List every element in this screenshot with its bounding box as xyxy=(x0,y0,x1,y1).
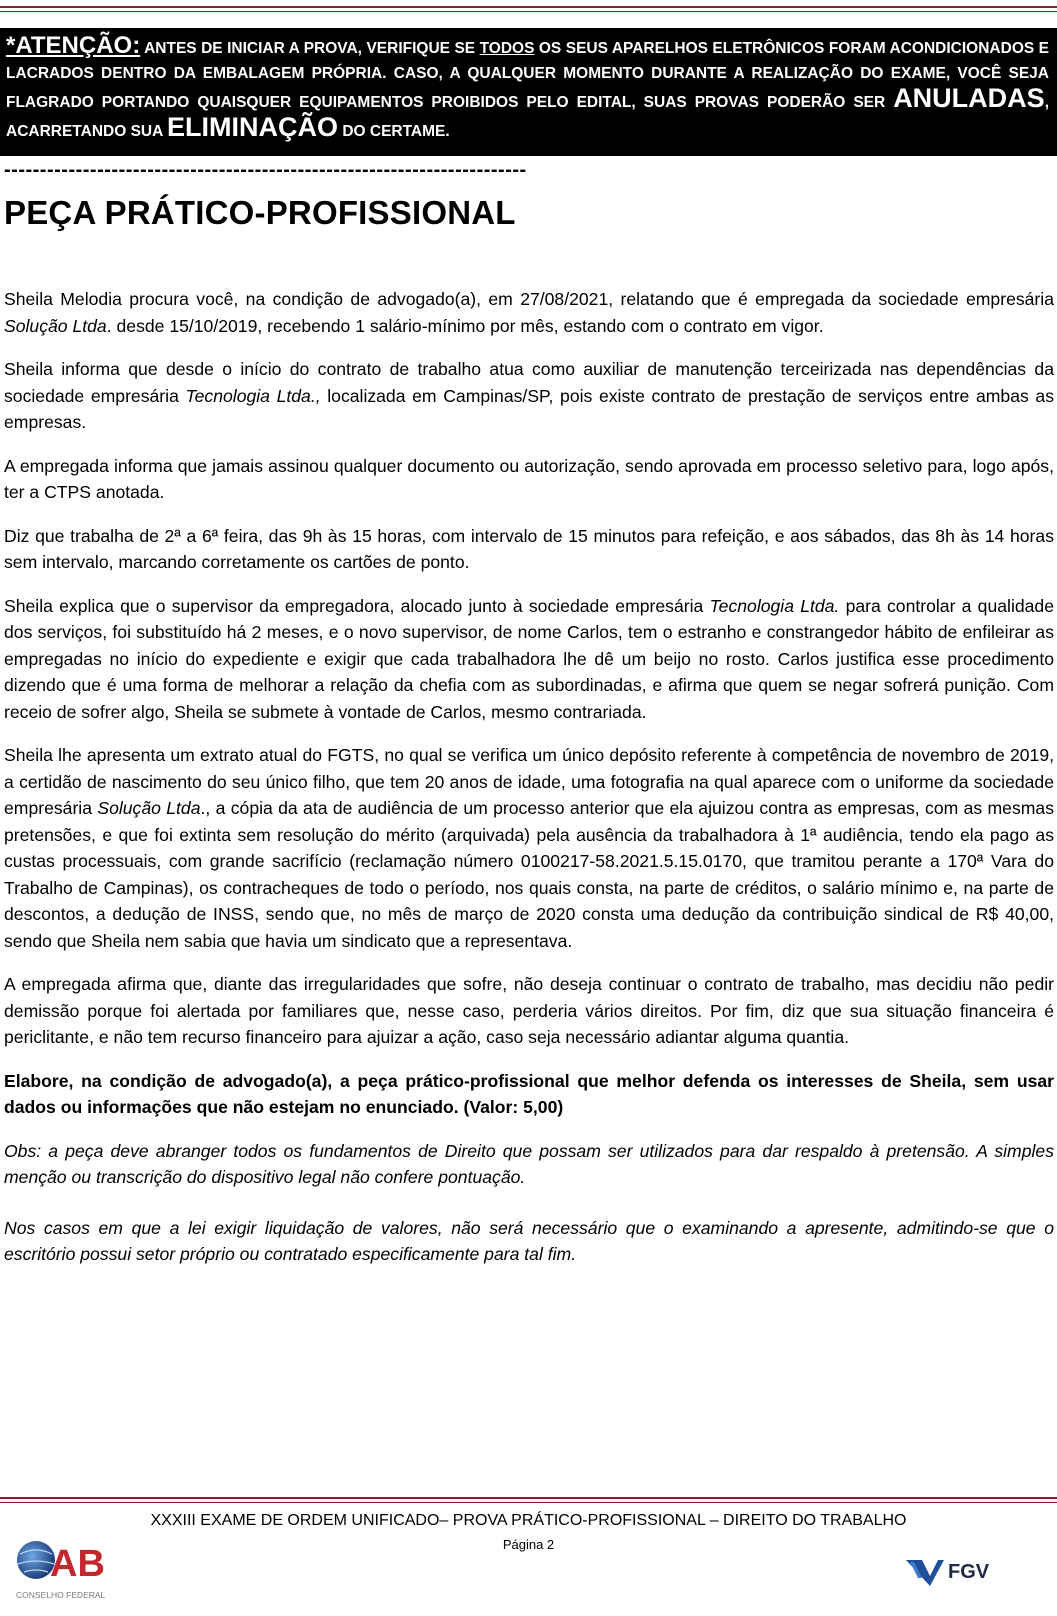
paragraph-7: A empregada afirma que, diante das irregularidades que sofre, não deseja continuar o contrato de trabalho, mas decidiu não pedir demissão porque foi alertada por familiares que, nesse caso, perderia vários direitos. Por fim, diz que sua situação financeira é periclitante, e não tem recurso financeiro para ajuizar a ação, caso seja necessário adiantar alguma quantia. xyxy=(4,974,1054,1047)
warning-box xyxy=(0,28,1057,156)
paragraph-4: Diz que trabalha de 2ª a 6ª feira, das 9h às 15 horas, com intervalo de 15 minutos para refeição, e aos sábados, das 8h às 14 horas sem intervalo, marcando corretamente os cartões de ponto. xyxy=(4,525,1054,572)
oab-logo-icon xyxy=(12,1518,132,1616)
warning-text-2: OS SEUS APARELHOS ELETRÔNICOS FORAM ACONDICIONADOS E LACRADOS DENTRO DA EMBALAGEM PRÓPRIA. CASO, A QUALQUER MOMENTO DURANTE A REALIZAÇÃO DO EXAME, VOCÊ SEJA FLAGRADO PORTANDO QUAISQUER EQUIPAMENTOS PROIBIDOS PELO EDITAL, SUAS PROVAS PODERÃO SER xyxy=(6,40,1050,111)
footer-exam-title: XXXIII EXAME DE ORDEM UNIFICADO– PROVA PRÁTICO-PROFISSIONAL – DIREITO DO TRABALHO xyxy=(150,1512,907,1529)
warning-text-3: , ACARRETANDO SUA xyxy=(6,94,1049,140)
warning-text-1: ANTES DE INICIAR A PROVA, VERIFIQUE SE xyxy=(140,40,480,57)
question-body xyxy=(4,286,1054,1292)
top-rule-thin xyxy=(0,11,1057,12)
paragraph-2: Sheila informa que desde o início do contrato de trabalho atua como auxiliar de manutenção terceirizada nas dependências da sociedade empresária Tecnologia Ltda., localizada em Campinas/SP, pois existe contrato de prestação de serviços entre ambas as empresas. xyxy=(4,359,1055,432)
observation-1: Obs: a peça deve abranger todos os fundamentos de Direito que possam ser utilizados para dar respaldo à pretensão. A simples menção ou transcrição do dispositivo legal não confere pontuação. xyxy=(4,1140,1054,1187)
separator-dashes: ------------------------------------------------------------------------- xyxy=(4,159,527,181)
svg-text:FGV: FGV xyxy=(948,1561,990,1583)
warning-lead: *ATENÇÃO: xyxy=(6,32,141,59)
observation-2: Nos casos em que a lei exigir liquidação de valores, não será necessário que o examinando a apresente, admitindo-se que o escritório possui setor próprio ou contratado especificamente para tal fim. xyxy=(4,1217,1054,1264)
warning-anuladas: ANULADAS xyxy=(893,83,1045,113)
fgv-logo-icon xyxy=(900,1552,1000,1592)
bottom-rule-thin xyxy=(0,1502,1057,1503)
paragraph-3: A empregada informa que jamais assinou qualquer documento ou autorização, sendo aprovada em processo seletivo para, logo após, ter a CTPS anotada. xyxy=(4,455,1054,502)
top-rule xyxy=(0,6,1057,8)
oab-logo-subtitle: CONSELHO FEDERAL xyxy=(16,1590,106,1600)
instruction-paragraph: Elabore, na condição de advogado(a), a peça prático-profissional que melhor defenda os interesses de Sheila, sem usar dados ou informações que não estejam no enunciado. (Valor: 5,00) xyxy=(4,1070,1054,1117)
paragraph-6: Sheila lhe apresenta um extrato atual do FGTS, no qual se verifica um único depósito referente à competência de novembro de 2019, a certidão de nascimento do seu único filho, que tem 20 anos de idade, uma fotografia na qual aparece com o uniforme da sociedade empresária Solução Ltda., a cópia da ata de audiência de um processo anterior que ela ajuizou contra as empresas, com as mesmas pretensões, e que foi extinta sem resolução do mérito (arquivada) pela ausência da trabalhadora à 1ª audiência, tendo ela pago as custas processuais, com grande sacrifício (reclamação número 0100217-58.2021.5.15.0170, que tramitou perante a 170ª Vara do Trabalho de Campinas), os contracheques de todo o período, nos quais consta, na parte de créditos, o salário mínimo e, na parte de descontos, a dedução de INSS, sendo que, no mês de março de 2020 consta uma dedução da contribuição sindical de R$ 40,00, sendo que Sheila nem sabia que havia um sindicato que a representava. xyxy=(4,745,1054,951)
footer-page-number: Página 2 xyxy=(502,1537,555,1552)
warning-text-4: DO CERTAME. xyxy=(338,123,450,140)
svg-text:AB: AB xyxy=(50,1543,105,1585)
paragraph-5: Sheila explica que o supervisor da empregadora, alocado junto à sociedade empresária Tecnologia Ltda. para controlar a qualidade dos serviços, foi substituído há 2 meses, e o novo supervisor, de nome Carlos, tem o estranho e constrangedor hábito de enfileirar as empregadas no início do expediente e exigir que cada trabalhadora lhe dê um beijo no rosto. Carlos justifica esse procedimento dizendo que é uma forma de melhorar a relação da chefia com as subordinadas, e afirma que quem se negar sofrerá punição. Com receio de sofrer algo, Sheila se submete à vontade de Carlos, mesmo contrariada. xyxy=(4,595,1054,722)
page-title: PEÇA PRÁTICO-PROFISSIONAL xyxy=(4,194,516,231)
warning-eliminacao: ELIMINAÇÃO xyxy=(167,112,339,142)
warning-todos: TODOS xyxy=(479,40,535,57)
paragraph-1: Sheila Melodia procura você, na condição de advogado(a), em 27/08/2021, relatando que é empregada da sociedade empresária Solução Ltda. desde 15/10/2019, recebendo 1 salário-mínimo por mês, estando com o contrato em vigor. xyxy=(4,289,1054,336)
bottom-rule xyxy=(0,1497,1057,1499)
